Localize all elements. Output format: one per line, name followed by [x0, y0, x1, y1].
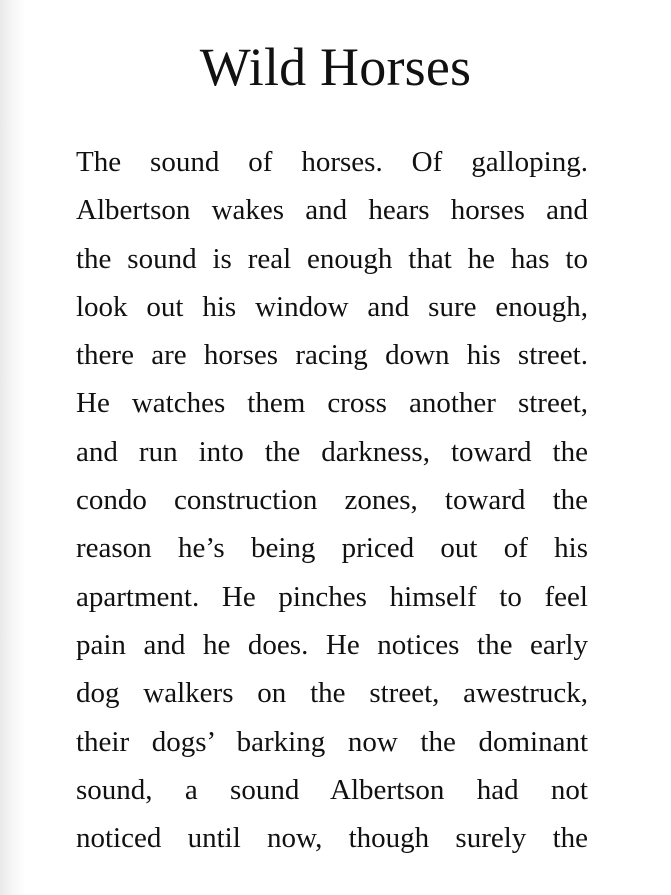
- text-line: there are horses racing down his street.: [76, 339, 588, 372]
- text-line: dog walkers on the street, awestruck,: [76, 677, 588, 710]
- text-line: He watches them cross another street,: [76, 387, 588, 420]
- text-line: pain and he does. He notices the early: [76, 628, 588, 661]
- story-title: Wild Horses: [199, 37, 472, 97]
- text-line: apartment. He pinches himself to feel: [76, 580, 588, 613]
- text-line: reason he’s being priced out of his: [76, 532, 588, 565]
- text-line: sound, a sound Albertson had not: [76, 773, 588, 806]
- text-line: noticed until now, though surely the: [76, 822, 588, 855]
- text-line: Albertson wakes and hears horses and: [76, 194, 588, 227]
- text-line: The sound of horses. Of galloping.: [76, 146, 588, 178]
- text-line: condo construction zones, toward the: [76, 484, 588, 517]
- story-body: [76, 138, 588, 862]
- text-line: the sound is real enough that he has to: [76, 242, 588, 275]
- text-line: look out his window and sure enough,: [76, 290, 588, 323]
- text-line: their dogs’ barking now the dominant: [76, 725, 588, 758]
- text-line: and run into the darkness, toward the: [76, 435, 588, 468]
